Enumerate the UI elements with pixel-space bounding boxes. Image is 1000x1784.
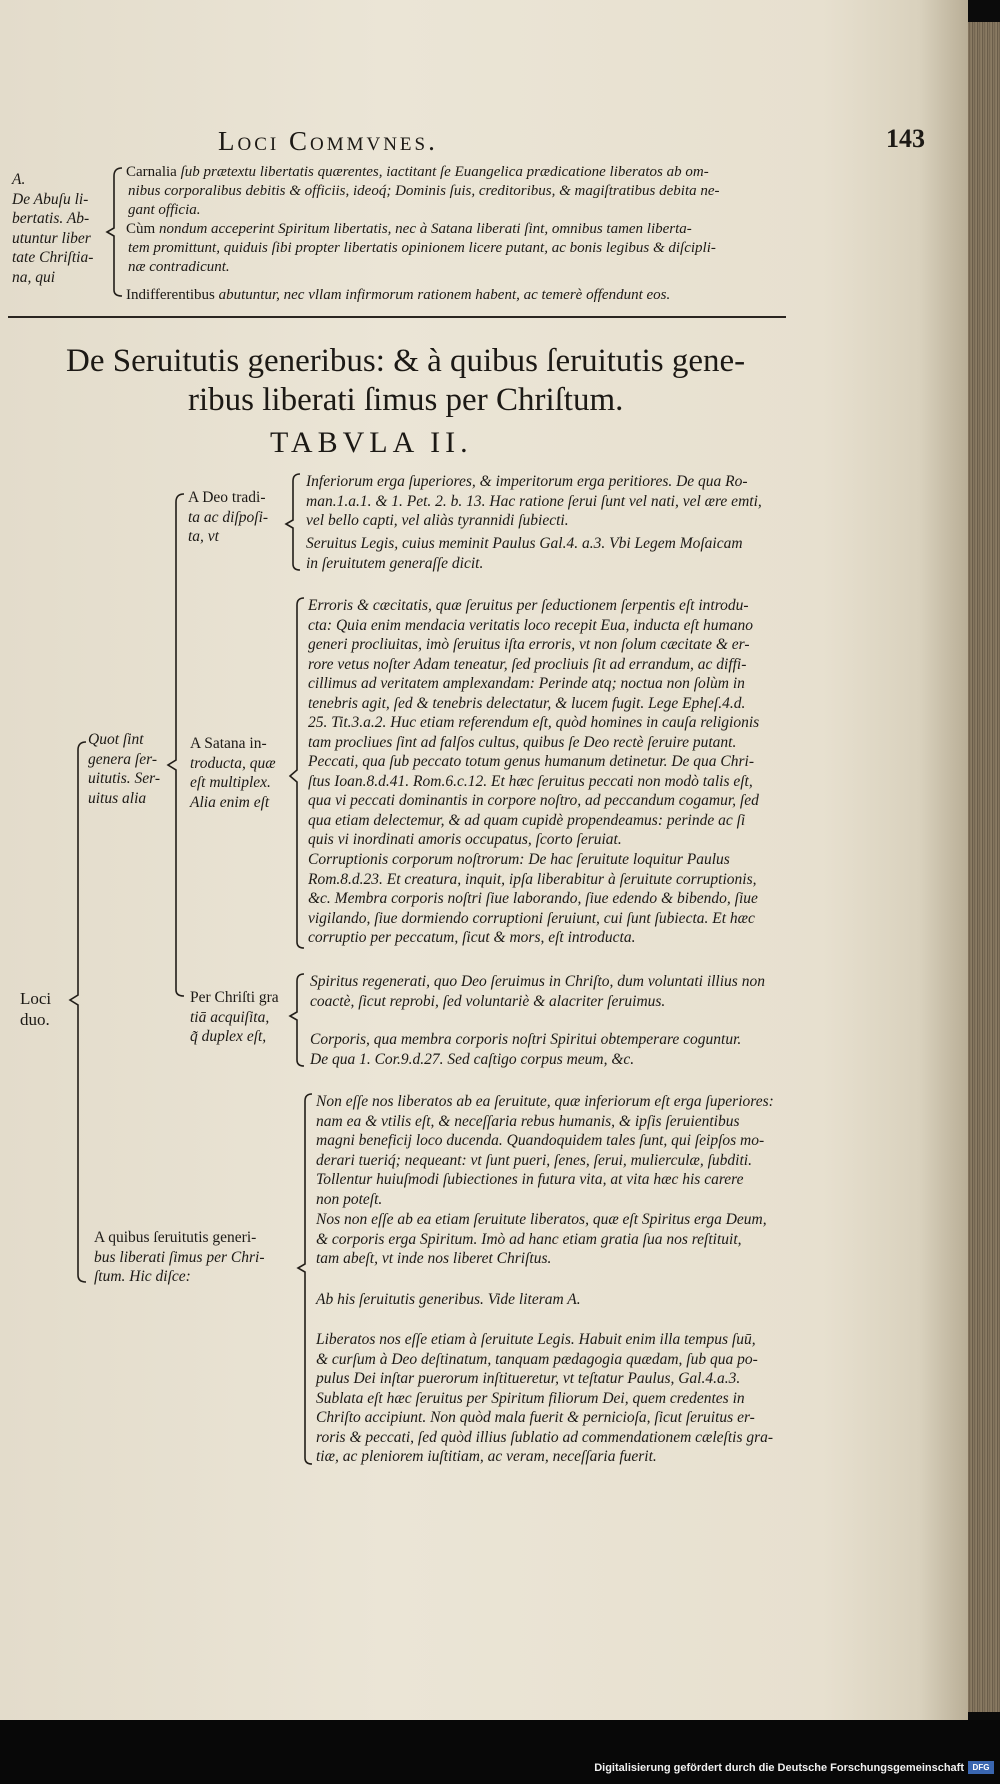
satana-entry-line: qua vi peccati dominantis in corpore noſtro, ad peccandum cogamur, ſed bbox=[308, 792, 759, 809]
a-satana-line: Alia enim eſt bbox=[190, 793, 270, 811]
satana-entry-line: Peccati, qua ſub peccato totum genus humanum detinetur. De qua Chri- bbox=[308, 753, 754, 770]
satana-entry-line: tenebris agit, ſed & tenebris delectatur, & lucem fugit. Lege Epheſ.4.d. bbox=[308, 694, 746, 712]
root-line: Loci bbox=[20, 989, 52, 1008]
satana-entry-line: rore vetus noſter Adam teneatur, ſed procliuis ſit ad errandum, ac diffi- bbox=[308, 655, 747, 673]
a-satana-line: troducta, quæ bbox=[190, 754, 276, 772]
label-line: A. bbox=[12, 171, 26, 188]
per-christi-label bbox=[190, 988, 292, 1047]
label-line: De Abuſu li- bbox=[12, 190, 89, 208]
satana-entry-corruptionis bbox=[308, 850, 808, 948]
label-line: na, qui bbox=[12, 268, 56, 286]
entry-line: gant officia. bbox=[128, 202, 201, 218]
deo-entry-line: in ſeruitutem generaſſe dicit. bbox=[306, 554, 484, 572]
satana-entry-line: &c. Membra corporis noſtri ſiue laborando, ſiue edendo & bibendo, ſiue bbox=[308, 890, 758, 907]
entry-line: næ contradicunt. bbox=[128, 259, 230, 275]
a-quibus-line: bus liberati ſimus per Chri- bbox=[94, 1248, 265, 1266]
satana-entry-line: corruptio per peccatum, ſicut & mors, eſt introducta. bbox=[308, 929, 636, 946]
deo-entry-line: man.1.a.1. & 1. Pet. 2. b. 13. Hac ratione ſerui ſunt vel nati, vel ære emti, bbox=[306, 492, 762, 510]
quibus-entry-line: Chriſto accipiunt. Non quòd mala fuerit & pernicioſa, ſicut ſeruitus er- bbox=[316, 1409, 755, 1426]
tabula-heading: TABVLA II. bbox=[270, 426, 473, 459]
quot-line: uitutis. Ser- bbox=[88, 770, 161, 787]
a-deo-label bbox=[188, 488, 288, 547]
satana-entry-line: Corruptionis corporum noſtrorum: De hac ſeruitute loquitur Paulus bbox=[308, 851, 730, 868]
a-satana-label bbox=[190, 734, 290, 812]
quibus-entry bbox=[316, 1330, 812, 1467]
satana-entry-line: vigilando, ſiue dormiendo corruptioni ſeruiunt, cui ſunt ſubiecta. Et hæc bbox=[308, 909, 755, 927]
christi-entry-line: Spiritus regenerati, quo Deo ſeruimus in Chriſto, dum voluntati illius non bbox=[310, 973, 765, 990]
a-satana-line: A Satana in- bbox=[190, 735, 267, 752]
quot-label bbox=[88, 730, 172, 808]
christi-entry bbox=[310, 972, 810, 1011]
quibus-entry-line: nam ea & vtilis eſt, & neceſſaria rebus humanis, & ipſis ſeruientibus bbox=[316, 1112, 740, 1130]
quot-line: uitus alia bbox=[88, 789, 147, 807]
quibus-entry-line: Sublata eſt hæc ſeruitus per Spiritum filiorum Dei, quem credentes in bbox=[316, 1389, 745, 1407]
satana-entry-line: generi procliuitas, imò ſeruitus iſta erroris, vt non ſolum cæcitate & er- bbox=[308, 636, 750, 653]
quibus-entry-line: pulus Dei inſtar puerorum inſtitueretur, vt teſtatur Paulus, Gal.4.a.3. bbox=[316, 1370, 741, 1387]
per-christi-line: Per Chriſti gra bbox=[190, 989, 279, 1006]
christi-entry-line: De qua 1. Cor.9.d.27. Sed caſtigo corpus meum, &c. bbox=[310, 1050, 635, 1068]
entry-lead: Indifferentibus bbox=[126, 287, 215, 303]
satana-entry-line: qua etiam delectemur, & ad quam cupidè propendeamus: perinde ac ſi bbox=[308, 811, 746, 829]
christi-entry bbox=[310, 1030, 810, 1069]
christi-entry-line: Corporis, qua membra corporis noſtri Spiritui obtemperare coguntur. bbox=[310, 1031, 742, 1048]
satana-entry-line: 25. Tit.3.a.2. Huc etiam referendum eſt, quòd homines in cauſa religionis bbox=[308, 714, 760, 731]
quot-line: genera ſer- bbox=[88, 750, 157, 768]
satana-entry-line: tam procliues ſint ad falſos cultus, quibus ſe Deo rectè ſeruire putant. bbox=[308, 733, 737, 751]
satana-entry-line: quis vi inordinati amoris occupatus, ſcorto ſeruiat. bbox=[308, 831, 622, 848]
satana-entry-line: Rom.8.d.23. Et creatura, inquit, ipſa liberabitur à ſeruitute corruptionis, bbox=[308, 870, 757, 888]
dfg-logo: DFG bbox=[968, 1761, 994, 1774]
entry-lead: Carnalia bbox=[126, 164, 177, 180]
entry-text: ſub prætextu libertatis quærentes, iactitant ſe Euangelica prædicatione liberatos ab om- bbox=[180, 164, 709, 180]
satana-entry-peccati bbox=[308, 752, 808, 850]
label-line: tate Chriſtia- bbox=[12, 249, 94, 266]
entry-text: abutuntur, nec vllam infirmorum rationem habent, ac temerè offendunt eos. bbox=[218, 287, 671, 303]
a-deo-line: ta, vt bbox=[188, 528, 219, 545]
label-line: bertatis. Ab- bbox=[12, 210, 90, 227]
a-deo-line: A Deo tradi- bbox=[188, 489, 266, 506]
per-christi-line: tiā acquiſita, bbox=[190, 1008, 270, 1026]
quibus-entry-line: Liberatos nos eſſe etiam à ſeruitute Legis. Habuit enim illa tempus ſuū, bbox=[316, 1331, 756, 1348]
running-title: Loci Commvnes. bbox=[218, 126, 438, 156]
page-number: 143 bbox=[886, 124, 925, 153]
label-line: utuntur liber bbox=[12, 229, 91, 247]
entry-text: nondum acceperint Spiritum libertatis, nec à Satana liberati ſint, omnibus tamen liberta- bbox=[158, 221, 692, 237]
a-deo-line: ta ac diſpoſi- bbox=[188, 508, 269, 526]
quibus-entry-line: non poteſt. bbox=[316, 1190, 383, 1208]
root-label bbox=[20, 988, 51, 1030]
quibus-entry-line: derari tueriq́; nequeant: vt ſunt pueri, ſenes, ſerui, mulierculæ, ſubditi. bbox=[316, 1151, 752, 1169]
satana-entry-line: ſtus Ioan.8.d.41. Rom.6.c.12. Et hæc ſeruitus peccati non modò talis eſt, bbox=[308, 772, 753, 790]
root-line: duo. bbox=[20, 1010, 50, 1029]
quibus-entry-line: Tollentur huiuſmodi ſubiectiones in futura vita, at vita hæc his carere bbox=[316, 1171, 744, 1188]
digitization-credit: Digitalisierung gefördert durch die Deutsche Forschungsgemeinschaft bbox=[594, 1762, 964, 1774]
satana-entry-erroris bbox=[308, 596, 808, 752]
quibus-entry-line: tiæ, ac pleniorem iuſtitiam, ac veram, neceſſaria fuerit. bbox=[316, 1448, 657, 1465]
entry-lead: Cùm bbox=[126, 221, 156, 237]
quibus-entry-line: & corporis erga Spiritum. Imò ad hanc etiam gratia ſua nos reſtituit, bbox=[316, 1230, 742, 1248]
entry-line: nibus corporalibus debitis & officiis, ideoq́; Dominis ſuis, creditoribus, & magiſtratibus debita ne- bbox=[128, 183, 720, 199]
quibus-entry-line: & curſum à Deo deſtinatum, tanquam pædagogia quædam, ſub qua po- bbox=[316, 1350, 758, 1368]
quibus-entry-line: tam abeſt, vt inde nos liberet Chriſtus. bbox=[316, 1250, 552, 1267]
christi-entry-line: coactè, ſicut reprobi, ſed voluntariè & alacriter ſeruimus. bbox=[310, 992, 666, 1010]
section-title-line2: ribus liberati ſimus per Chriſtum. bbox=[188, 382, 624, 418]
a-quibus-line: ſtum. Hic diſce: bbox=[94, 1268, 191, 1285]
quibus-entry-line: roris & peccati, ſed quòd illius ſublatio ad commendationem cæleſtis gra- bbox=[316, 1428, 774, 1446]
per-christi-line: q̃ duplex eſt, bbox=[190, 1028, 267, 1045]
quibus-entry bbox=[316, 1210, 812, 1269]
quibus-entry-line: magni beneficij loco ducenda. Quandoquidem tales ſunt, qui ſeipſos mo- bbox=[316, 1132, 765, 1149]
deo-entry bbox=[306, 534, 806, 573]
quibus-entry bbox=[316, 1092, 812, 1209]
satana-entry-line: cta: Quia enim mendacia veritatis loco recepit Eua, inducta eſt humano bbox=[308, 616, 753, 634]
deo-entry-line: vel bello capti, vel aliàs tyrannidi ſubiecti. bbox=[306, 512, 569, 529]
deo-entry-line: Seruitus Legis, cuius meminit Paulus Gal.4. a.3. Vbi Legem Moſaicam bbox=[306, 535, 743, 552]
quot-line: Quot ſint bbox=[88, 731, 144, 748]
satana-entry-line: Erroris & cæcitatis, quæ ſeruitus per ſeductionem ſerpentis eſt introdu- bbox=[308, 597, 749, 614]
quibus-entry-line: Ab his ſeruitutis generibus. Vide literam A. bbox=[316, 1291, 581, 1308]
section-title-line1: De Seruitutis generibus: & à quibus ſeruitutis gene- bbox=[66, 343, 746, 379]
entry-line: tem promittunt, quiduis ſibi propter libertatis opinionem licere putant, ac bonis legibus & diſcipli- bbox=[128, 240, 716, 256]
satana-entry-line: cillimus ad veritatem amplexandam: Perinde atq; noctua non ſolùm in bbox=[308, 675, 745, 692]
deo-entry bbox=[306, 472, 806, 531]
deo-entry-line: Inferiorum erga ſuperiores, & imperitorum erga peritiores. De qua Ro- bbox=[306, 473, 748, 490]
quibus-entry-line: Nos non eſſe ab ea etiam ſeruitute liberatos, quæ eſt Spiritus erga Deum, bbox=[316, 1211, 767, 1228]
a-quibus-line: A quibus ſeruitutis generi- bbox=[94, 1229, 257, 1246]
quibus-entry bbox=[316, 1290, 812, 1310]
quibus-entry-line: Non eſſe nos liberatos ab ea ſeruitute, quæ inferiorum eſt erga ſuperiores: bbox=[316, 1093, 774, 1110]
a-quibus-label bbox=[94, 1228, 298, 1287]
a-satana-line: eſt multiplex. bbox=[190, 774, 271, 791]
